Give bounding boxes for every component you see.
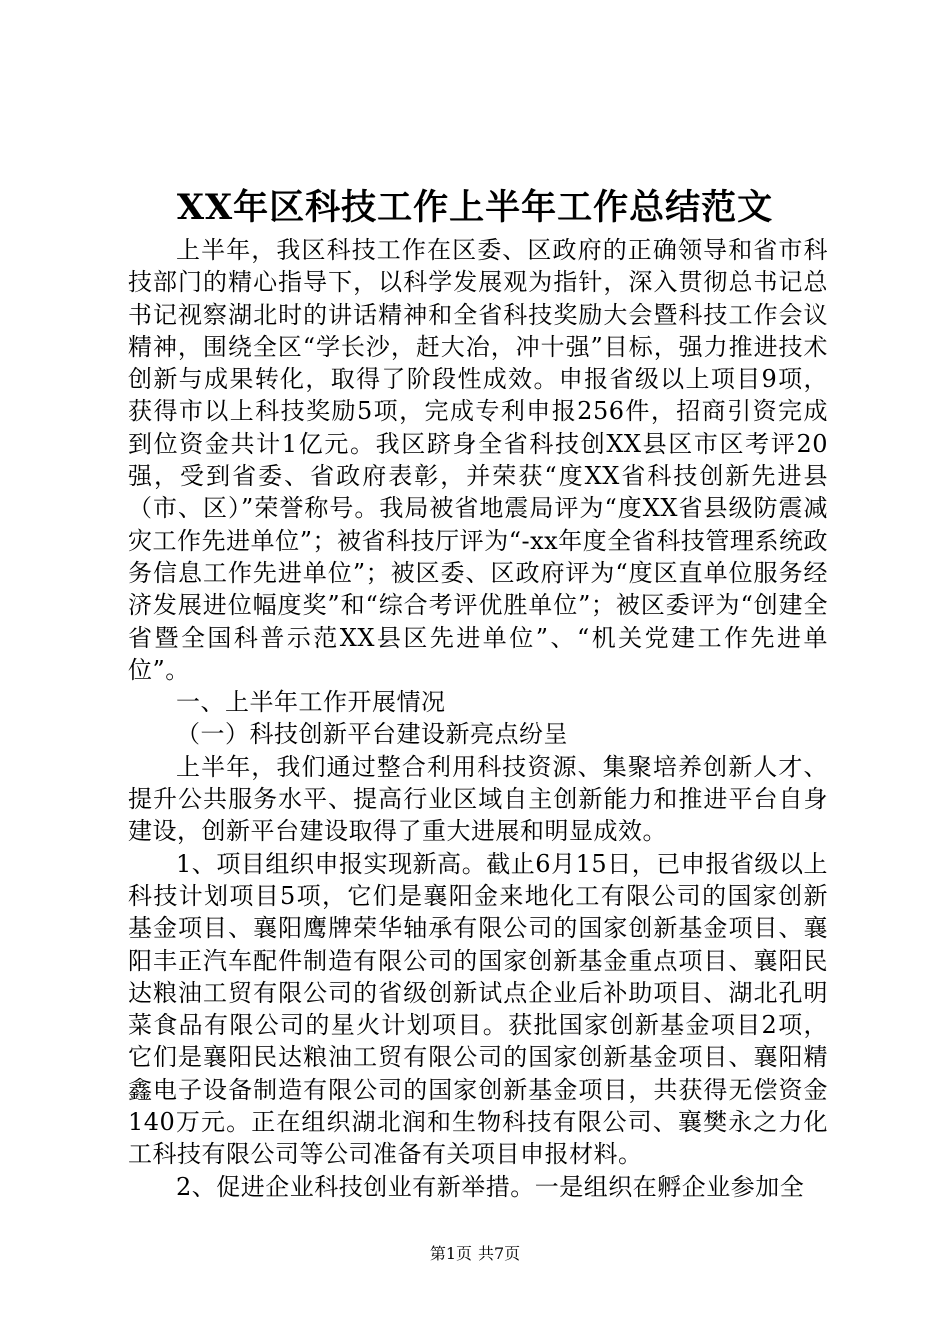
section-heading-1: 一、上半年工作开展情况 bbox=[176, 688, 446, 717]
paragraph-enterprise: 2、促进企业科技创业有新举措。一是组织在孵企业参加全 bbox=[176, 1172, 805, 1201]
document-title: XX年区科技工作上半年工作总结范文 bbox=[176, 187, 774, 228]
paragraph-projects: 1、项目组织申报实现新高。截止6月15日，已申报省级以上科技计划项目5项，它们是襄阳金来地化工有限公司的国家创新基金项目、襄阳鹰牌荣华轴承有限公司的国家创新基金项目、襄阳丰正汽车配件制造有限公司的国家创新基金重点项目、襄阳民达粮油工贸有限公司的省级创新试点企业后补助项目、湖北孔明菜食品有限公司的星火计划项目。获批国家创新基金项目2项，它们是襄阳民达粮油工贸有限公司的国家创新基金项目、襄阳精鑫电子设备制造有限公司的国家创新基金项目，共获得无偿资金140万元。正在组织湖北润和生物科技有限公司、襄樊永之力化工科技有限公司等公司准备有关项目申报材料。 bbox=[128, 849, 828, 1169]
paragraph-platform: 上半年，我们通过整合利用科技资源、集聚培养创新人才、提升公共服务水平、提高行业区域自主创新能力和推进平台自身建设，创新平台建设取得了重大进展和明显成效。 bbox=[128, 752, 828, 846]
paragraph-intro: 上半年，我区科技工作在区委、区政府的正确领导和省市科技部门的精心指导下，以科学发展观为指针，深入贯彻总书记总书记视察湖北时的讲话精神和全省科技奖励大会暨科技工作会议精神，围绕全区“学长沙，赶大冶，冲十强”目标，强力推进技术创新与成果转化，取得了阶段性成效。申报省级以上项目9项，获得市以上科技奖励5项，完成专利申报256件，招商引资完成到位资金共计1亿元。我区跻身全省科技创XX县区市区考评20强，受到省委、省政府表彰，并荣获“度XX省科技创新先进县（市、区）”荣誉称号。我局被省地震局评为“度XX省县级防震减灾工作先进单位”；被省科技厅评为“-xx年度全省科技管理系统政务信息工作先进单位”；被区委、区政府评为“度区直单位服务经济发展进位幅度奖”和“综合考评优胜单位”；被区委评为“创建全省暨全国科普示范XX县区先进单位”、“机关党建工作先进单位”。 bbox=[128, 236, 828, 684]
subsection-heading-1: （一）科技创新平台建设新亮点纷呈 bbox=[176, 720, 568, 749]
page-number: 第1页 bbox=[429, 1244, 472, 1263]
page-total: 共7页 bbox=[478, 1244, 521, 1263]
page-footer bbox=[0, 1244, 950, 1264]
document-body bbox=[128, 234, 828, 1203]
